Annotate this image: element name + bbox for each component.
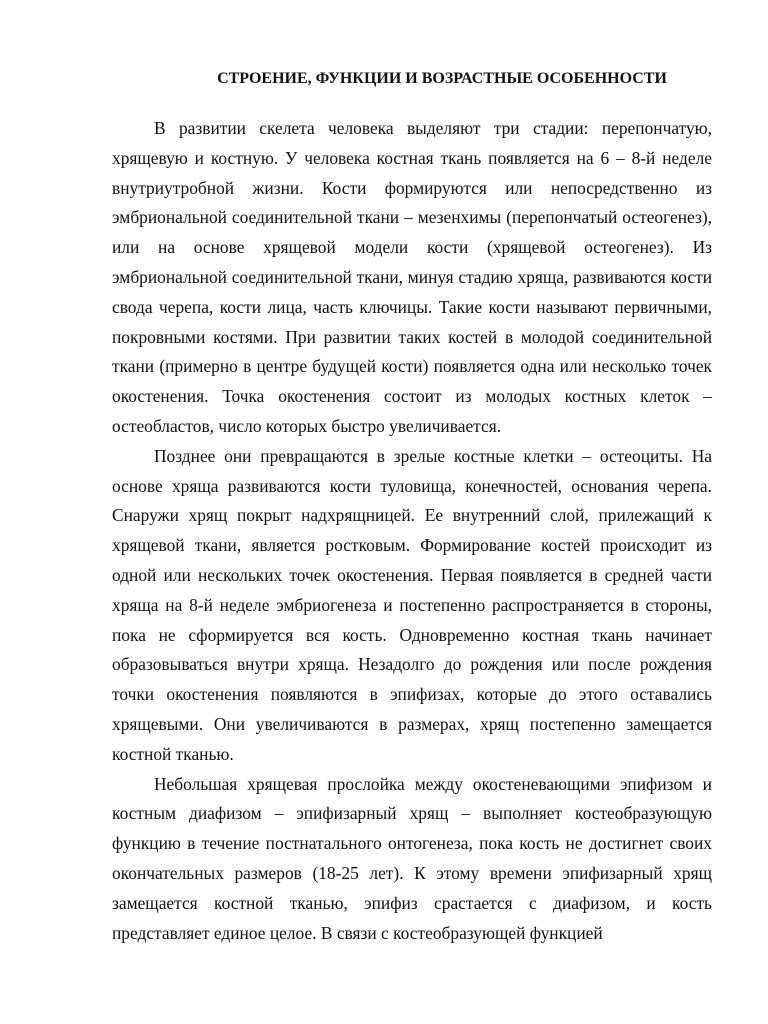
paragraph-2: Позднее они превращаются в зрелые костные клетки – остеоциты. На основе хряща развиваются кости туловища, конечностей, основания черепа. Снаружи хрящ покрыт надхрящницей. Ее внутренний слой, прилежащий к хрящевой ткани, является ростковым. Формирование костей происходит из одной или нескольких точек окостенения. Первая появляется в средней части хряща на 8-й неделе эмбриогенеза и постепенно распространяется в стороны, пока не сформируется вся кость. Одновременно костная ткань начинает образовываться внутри хряща. Незадолго до рождения или после рождения точки окостенения появляются в эпифизах, которые до этого оставались хрящевыми. Они увеличиваются в размерах, хрящ постепенно замещается костной тканью. (112, 445, 712, 764)
paragraph-1: В развитии скелета человека выделяют три стадии: перепончатую, хрящевую и костную. У человека костная ткань появляется на 6 – 8-й неделе внутриутробной жизни. Кости формируются или непосредственно из эмбриональной соединительной ткани – мезенхимы (перепончатый остеогенез), или на основе хрящевой модели кости (хрящевой остеогенез). Из эмбриональной соединительной ткани, минуя стадию хряща, развиваются кости свода черепа, кости лица, часть ключицы. Такие кости называют первичными, покровными костями. При развитии таких костей в молодой соединительной ткани (примерно в центре будущей кости) появляется одна или несколько точек окостенения. Точка окостенения состоит из молодых костных клеток – остеобластов, число которых быстро увеличивается. (112, 118, 712, 436)
document-title: СТРОЕНИЕ, ФУНКЦИИ И ВОЗРАСТНЫЕ ОСОБЕННОСТИ (217, 70, 667, 87)
paragraph-3: Небольшая хрящевая прослойка между окостеневающими эпифизом и костным диафизом – эпифизарный хрящ – выполняет костеобразующую функцию в течение постнатального онтогенеза, пока кость не достигнет своих окончательных размеров (18-25 лет). К этому времени эпифизарный хрящ замещается костной тканью, эпифиз срастается с диафизом, и кость представляет единое целое. В связи с костеобразующей функцией (112, 773, 712, 943)
document-page (112, 64, 712, 948)
